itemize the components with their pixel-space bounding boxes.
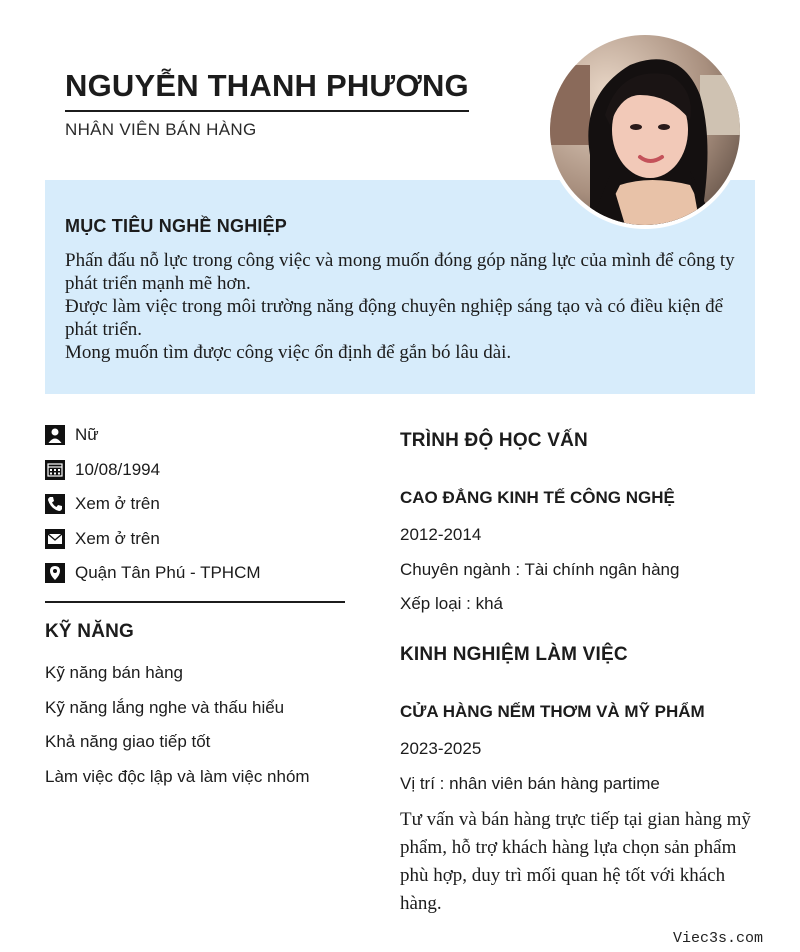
skill-item: Kỹ năng lắng nghe và thấu hiểu	[45, 697, 285, 717]
objective-line: Mong muốn tìm được công việc ổn định để gắn bó lâu dài.	[65, 342, 512, 363]
education-years: 2012-2014	[400, 525, 482, 544]
birthday-row	[45, 453, 345, 488]
phone-icon	[45, 494, 65, 514]
education-title: TRÌNH ĐỘ HỌC VẤN	[400, 430, 588, 451]
skills-list	[45, 660, 310, 799]
experience-description: Tư vấn và bán hàng trực tiếp tại gian hàng mỹ phẩm, hỗ trợ khách hàng lựa chọn sản phẩm phù hợp, duy trì mối quan hệ tốt với khách hàng.	[400, 809, 751, 914]
calendar-icon	[45, 460, 65, 480]
gender-row	[45, 418, 345, 453]
education-major: Chuyên ngành : Tài chính ngân hàng	[400, 560, 680, 579]
experience-position: Vị trí : nhân viên bán hàng partime	[400, 774, 660, 793]
address-row	[45, 556, 345, 591]
address-value: Quận Tân Phú - TPHCM	[75, 563, 261, 583]
company-name: CỬA HÀNG NẾM THƠM VÀ MỸ PHẨM	[400, 702, 705, 721]
person-icon	[45, 425, 65, 445]
job-title: NHÂN VIÊN BÁN HÀNG	[65, 120, 257, 139]
section-divider	[45, 601, 345, 603]
email-row	[45, 522, 345, 557]
watermark: Viec3s.com	[672, 930, 763, 947]
avatar	[546, 31, 744, 229]
school-name: CAO ĐẲNG KINH TẾ CÔNG NGHỆ	[400, 488, 675, 507]
phone-row	[45, 487, 345, 522]
email-value[interactable]: Xem ở trên	[75, 528, 160, 548]
skill-item: Khả năng giao tiếp tốt	[45, 732, 211, 752]
gender-value: Nữ	[75, 425, 99, 445]
experience-title: KINH NGHIỆM LÀM VIỆC	[400, 644, 628, 665]
birthday-value: 10/08/1994	[75, 459, 161, 479]
skill-item: Làm việc độc lập và làm việc nhóm	[45, 767, 310, 787]
candidate-name: NGUYỄN THANH PHƯƠNG	[65, 68, 469, 112]
skill-item: Kỹ năng bán hàng	[45, 663, 184, 682]
skills-title: KỸ NĂNG	[45, 621, 135, 642]
education-grade: Xếp loại : khá	[400, 594, 504, 613]
experience-years: 2023-2025	[400, 739, 482, 758]
contact-info	[45, 418, 345, 591]
profile-photo	[550, 35, 740, 225]
objective-line: Được làm việc trong môi trường năng động chuyên nghiệp sáng tạo và có điều kiện để phát triển.	[65, 296, 724, 340]
objective-line: Phấn đấu nỗ lực trong công việc và mong muốn đóng góp năng lực của mình để công ty phát triển mạnh mẽ hơn.	[65, 250, 735, 294]
objective-title: MỤC TIÊU NGHỀ NGHIỆP	[65, 216, 288, 236]
phone-value[interactable]: Xem ở trên	[75, 494, 160, 514]
mail-icon	[45, 529, 65, 549]
location-pin-icon	[45, 563, 65, 583]
